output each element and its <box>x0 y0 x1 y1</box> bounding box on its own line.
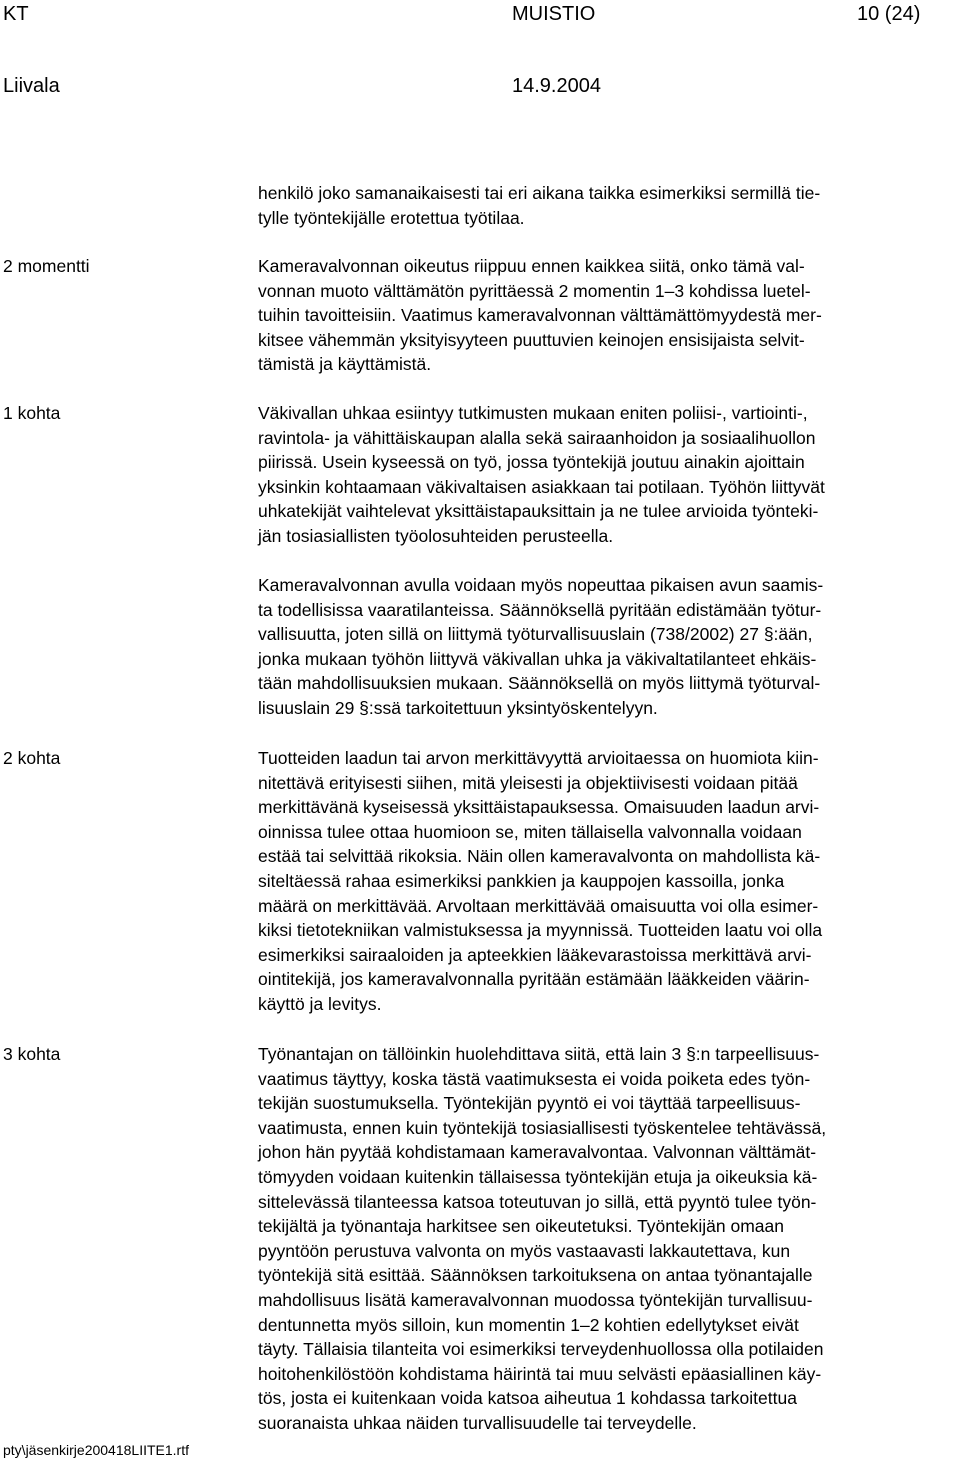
paragraph-continuation <box>258 181 958 230</box>
text-line: täyty. Tällaisia tilanteita voi esimerkiksi terveydenhuollossa olla potilaiden <box>258 1339 824 1360</box>
text-line: piirissä. Usein kyseessä on työ, jossa työntekijä joutuu ainakin ajoittain <box>258 452 805 473</box>
section-label-3-kohta: 3 kohta <box>3 1044 61 1064</box>
text-line: Kameravalvonnan avulla voidaan myös nopeuttaa pikaisen avun saamis- <box>258 575 824 595</box>
paragraph-2-momentti <box>258 254 958 377</box>
text-line: pyyntöön perustuva valvonta on myös vastaavasti lakkautettava, kun <box>258 1240 791 1261</box>
text-line: tekijältä ja työnantaja harkitsee sen oikeutetuksi. Työntekijän omaan <box>258 1216 784 1237</box>
text-line: Työnantajan on tällöinkin huolehdittava siitä, että lain 3 §:n tarpeellisuus- <box>258 1044 820 1064</box>
text-line: yksinkin kohtaamaan väkivaltaisen asiakkaan tai potilaan. Työhön liittyvät <box>258 476 825 497</box>
text-line: työntekijä sitä esittää. Säännöksen tarkoituksena on antaa työnantajalle <box>258 1265 813 1286</box>
paragraph-3-kohta <box>258 1042 958 1436</box>
paragraph-1-kohta-a <box>258 401 958 549</box>
text-line: dentunnetta myös silloin, kun momentin 1–2 kohtien edellytykset eivät <box>258 1314 799 1335</box>
text-line: tylle työntekijälle erotettua työtilaa. <box>258 207 525 228</box>
header-org: KT <box>3 3 29 25</box>
text-line: suoranaista uhkaa näiden turvallisuudelle tai terveydelle. <box>258 1412 697 1433</box>
text-line: tämistä ja käyttämistä. <box>258 354 432 375</box>
header-date: 14.9.2004 <box>512 75 601 97</box>
text-line: mahdollisuus lisätä kameravalvonnan muodossa työntekijän turvallisuu- <box>258 1289 813 1310</box>
text-line: Väkivallan uhkaa esiintyy tutkimusten mukaan eniten poliisi-, vartiointi-, <box>258 403 808 423</box>
section-label-2-kohta: 2 kohta <box>3 748 61 768</box>
text-line: ravintola- ja vähittäiskaupan alalla sekä sairaanhoidon ja sosiaalihuollon <box>258 427 816 448</box>
text-line: Kameravalvonnan oikeutus riippuu ennen kaikkea siitä, onko tämä val- <box>258 256 805 276</box>
text-line: merkittävänä kyseisessä yksittäistapauksessa. Omaisuuden laadun arvi- <box>258 797 820 818</box>
text-line: vonnan muoto välttämätön pyrittäessä 2 momentin 1–3 kohdissa luetel- <box>258 280 811 301</box>
paragraph-2-kohta <box>258 746 958 1017</box>
text-line: lisuuslain 29 §:ssä tarkoitettuun yksintyöskentelyyn. <box>258 697 658 718</box>
text-line: Tuotteiden laadun tai arvon merkittävyyttä arvioitaessa on huomiota kiin- <box>258 748 819 768</box>
section-label-2-momentti: 2 momentti <box>3 256 90 276</box>
text-line: estää tai selvittää rikoksia. Näin ollen kameravalvonta on mahdollista kä- <box>258 846 821 867</box>
text-line: esimerkiksi sairaaloiden ja apteekkien lääkevarastoissa merkittävä arvi- <box>258 944 812 965</box>
text-line: tös, josta ei kuitenkaan voida katsoa aiheutua 1 kohdassa tarkoitettua <box>258 1388 797 1409</box>
text-line: sittelevässä tilanteessa katsoa toteutuvan jo sillä, että pyyntö tulee työn- <box>258 1191 817 1212</box>
text-line: johon hän pyytää kohdistamaan kameravalvontaa. Valvonnan välttämät- <box>258 1142 817 1163</box>
header-page-number: 10 (24) <box>857 3 921 25</box>
text-line: kitsee vähemmän yksityisyyteen puuttuvien keinojen ensisijaista selvit- <box>258 329 805 350</box>
text-line: tekijän suostumuksella. Työntekijän pyyntö ei voi täyttää tarpeellisuus- <box>258 1093 801 1114</box>
text-line: hoitohenkilöstöön kohdistama häirintä tai muu selvästi epäasiallinen käy- <box>258 1363 822 1384</box>
text-line: oinnissa tulee ottaa huomioon se, miten tällaisella valvonnalla voidaan <box>258 821 802 842</box>
text-line: siteltäessä rahaa esimerkiksi pankkien ja kauppojen kassoilla, jonka <box>258 870 785 891</box>
text-line: vaatimusta, ennen kuin työntekijä tosiasiallisesti työskentelee tehtävässä, <box>258 1117 827 1138</box>
header-author: Liivala <box>3 75 60 97</box>
text-line: henkilö joko samanaikaisesti tai eri aikana taikka esimerkiksi sermillä tie- <box>258 183 821 203</box>
text-line: kiksi tietotekniikan valmistuksessa ja myynnissä. Tuotteiden laatu voi olla <box>258 920 823 941</box>
text-line: jonka mukaan työhön liittyvä väkivallan uhka ja väkivaltatilanteet ehkäis- <box>258 648 817 669</box>
text-line: tään mahdollisuuksien mukaan. Säännöksellä on myös liittymä työturval- <box>258 673 821 694</box>
text-line: nitettävä erityisesti siihen, mitä yleisesti ja objektiivisesti voidaan pitää <box>258 772 798 793</box>
text-line: uhkatekijät vaihtelevat yksittäistapauksittain ja ne tulee arvioida työnteki- <box>258 501 819 522</box>
text-line: määrä on merkittävää. Arvoltaan merkittävää omaisuutta voi olla esimer- <box>258 895 819 916</box>
footer-file-path: pty\jäsenkirje200418LIITE1.rtf <box>3 1442 189 1458</box>
text-line: vaatimus täyttyy, koska tästä vaatimuksesta ei voida poiketa edes työn- <box>258 1068 811 1089</box>
text-line: ta todellisissa vaaratilanteissa. Säännöksellä pyritään edistämään työtur- <box>258 599 822 620</box>
text-line: jän tosiasiallisten työolosuhteiden perusteella. <box>258 525 614 546</box>
text-line: käyttö ja levitys. <box>258 993 382 1014</box>
text-line: tömyyden voidaan kuitenkin tällaisessa työntekijän etuja ja oikeuksia kä- <box>258 1166 818 1187</box>
section-label-1-kohta: 1 kohta <box>3 403 61 423</box>
paragraph-1-kohta-b <box>258 573 958 721</box>
header-doc-type: MUISTIO <box>512 3 596 25</box>
text-line: tuihin tavoitteisiin. Vaatimus kameravalvonnan välttämättömyydestä mer- <box>258 305 822 326</box>
text-line: ointitekijä, jos kameravalvonnalla pyritään estämään lääkkeiden väärin- <box>258 969 810 990</box>
text-line: vallisuutta, joten sillä on liittymä työturvallisuuslain (738/2002) 27 §:ään, <box>258 624 813 645</box>
